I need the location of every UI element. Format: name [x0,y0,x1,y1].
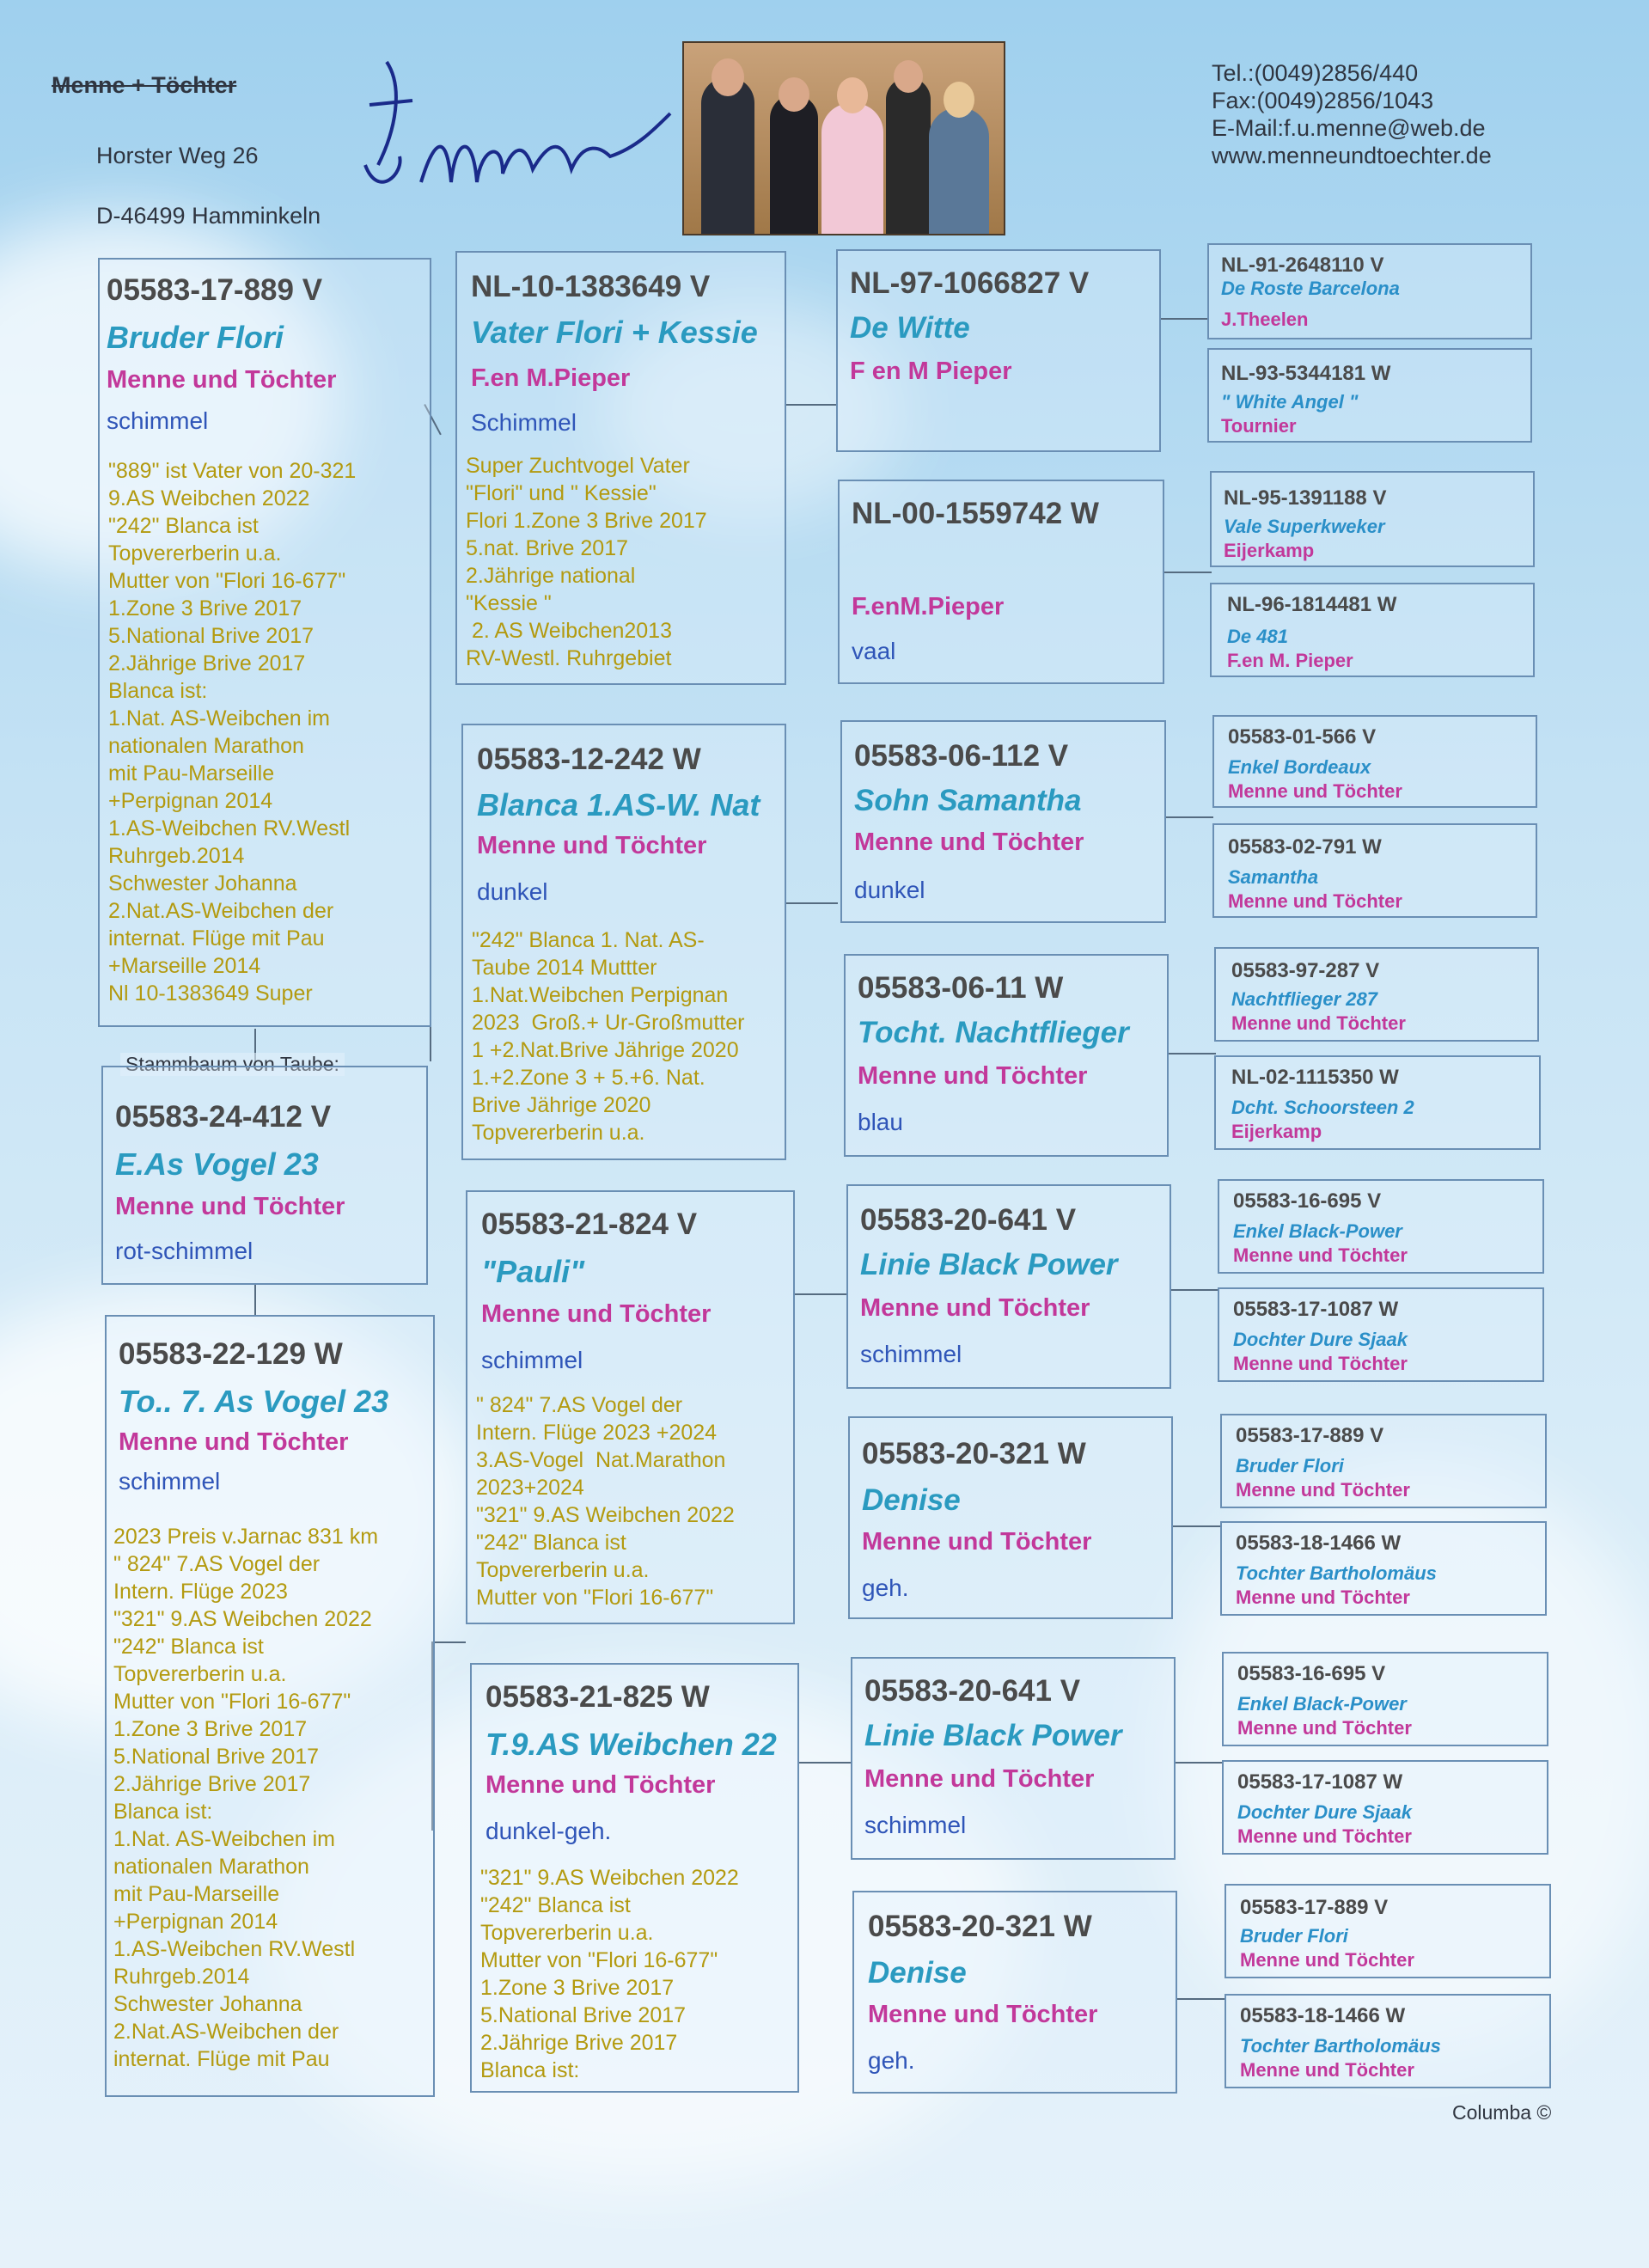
breeder-label: J.Theelen [1221,309,1309,330]
street-address: Horster Weg 26 [96,143,259,168]
breeder-label: Menne und Töchter [864,1765,1095,1793]
breeder-label: Menne und Töchter [477,832,707,859]
performance-notes: 2023 Preis v.Jarnac 831 km " 824" 7.AS Vogel der Intern. Flüge 2023 "321" 9.AS Weibchen 2022 "242" Blanca ist Topvererberin u.a. Mutter von "Flori 16-677" 1.Zone 3 Brive 2017 5.National Brive 2017 2.Jährige Brive 2017 Blanca ist: 1.Nat. AS-Weibchen im nationalen Marathon mit Pau-Marseille +Perpignan 2014 1.AS-Weibchen RV.Westl Ruhrgeb.2014 Schwester Johanna 2.Nat.AS-Weibchen der internat. Flüge mit Pau [113,1525,379,2071]
connector-line [799,1762,851,1764]
ancestor-card[interactable] [1207,243,1532,339]
feather-color: schimmel [119,1468,221,1495]
pigeon-name: Bruder Flori [107,320,284,355]
breeder-label: Menne und Töchter [1240,2059,1414,2081]
great-grandparent-card[interactable] [846,1184,1171,1389]
pigeon-name: Enkel Black-Power [1233,1220,1402,1242]
connector-line [431,1641,466,1643]
ring-number: NL-91-2648110 V [1221,254,1384,277]
pigeon-name: T.9.AS Weibchen 22 [486,1727,777,1762]
pigeon-name: Dochter Dure Sjaak [1237,1801,1412,1823]
breeder-label: Menne und Töchter [1237,1717,1412,1739]
breeder-label: Menne und Töchter [1228,780,1402,802]
ancestor-card[interactable] [1220,1414,1547,1508]
ancestor-card[interactable] [1222,1652,1548,1746]
pigeon-name: Tocht. Nachtflieger [858,1016,1129,1049]
breeder-label: Menne und Töchter [868,2001,1098,2028]
ring-number: 05583-02-791 W [1228,835,1382,859]
pigeon-name: Blanca 1.AS-W. Nat [477,787,760,822]
feather-color: dunkel [477,878,548,905]
pigeon-name: Tochter Bartholomäus [1240,2035,1441,2057]
ring-number: NL-96-1814481 W [1227,593,1397,616]
ancestor-card[interactable] [1225,1884,1551,1978]
ring-number: 05583-21-825 W [486,1680,710,1714]
pigeon-name: " White Angel " [1221,391,1359,413]
performance-notes: "242" Blanca 1. Nat. AS- Taube 2014 Muttter 1.Nat.Weibchen Perpignan 2023 Groß.+ Ur-Großmutter 1 +2.Nat.Brive Jährige 2020 1.+2.Zone 3 + 5.+6. Nat. Brive Jährige 2020 Topvererberin u.a. [472,928,745,1145]
ring-number: 05583-17-1087 W [1233,1298,1399,1321]
ring-number: 05583-16-695 V [1233,1189,1382,1213]
pigeon-name: Nachtflieger 287 [1231,988,1377,1010]
ring-number: 05583-18-1466 W [1240,2004,1406,2027]
pigeon-name: Dcht. Schoorsteen 2 [1231,1097,1414,1118]
ancestor-card[interactable] [1218,1179,1544,1274]
pigeon-name: E.As Vogel 23 [115,1146,319,1182]
ring-number: 05583-06-112 V [854,739,1069,773]
feather-color: rot-schimmel [115,1238,253,1264]
ancestor-card[interactable] [1222,1760,1548,1855]
feather-color: dunkel-geh. [486,1818,612,1844]
feather-color: dunkel [854,877,925,903]
ring-number: 05583-20-641 V [860,1203,1077,1237]
breeder-label: Menne und Töchter [862,1528,1092,1556]
ring-number: 05583-97-287 V [1231,959,1380,982]
pigeon-name: De Witte [850,311,970,345]
breeder-label: Menne und Töchter [1240,1949,1414,1971]
ancestor-card[interactable] [1212,823,1537,918]
breeder-label: Menne und Töchter [854,828,1084,856]
connector-line [786,902,838,904]
mother-card[interactable] [105,1315,435,2097]
connector-line [254,1285,256,1315]
ring-number: 05583-22-129 W [119,1337,343,1371]
breeder-label: Menne und Töchter [1237,1825,1412,1847]
great-grandparent-card[interactable] [838,480,1164,684]
grandparent-card[interactable] [455,251,786,685]
contact-email[interactable]: E-Mail:f.u.menne@web.de [1212,115,1486,141]
feather-color: blau [858,1109,903,1135]
breeder-label: Menne und Töchter [115,1193,345,1220]
pigeon-name: Tochter Bartholomäus [1236,1562,1437,1584]
ring-number: 05583-20-641 V [864,1674,1081,1708]
ancestor-card[interactable] [1220,1521,1547,1616]
connector-line [1177,1998,1225,2000]
pigeon-name: Denise [862,1483,961,1517]
breeder-label: Menne und Töchter [858,1062,1088,1090]
pigeon-name: Samantha [1228,866,1319,888]
ring-number: NL-93-5344181 W [1221,362,1391,385]
ring-number: 05583-01-566 V [1228,725,1377,749]
ring-number: 05583-20-321 W [862,1437,1086,1470]
ancestor-card[interactable] [1207,348,1532,443]
breeder-label: Menne und Töchter [1233,1244,1408,1266]
great-grandparent-card[interactable] [840,720,1166,923]
footer-copyright: Columba © [1452,2101,1552,2124]
feather-color: schimmel [864,1812,967,1838]
city-address: D-46499 Hamminkeln [96,203,321,229]
feather-color: vaal [852,638,896,664]
breeder-label: Menne und Töchter [1231,1012,1406,1034]
contact-fax: Fax:(0049)2856/1043 [1212,88,1434,113]
signature [352,53,679,208]
great-grandparent-card[interactable] [848,1416,1173,1619]
ring-number: NL-95-1391188 V [1224,486,1387,510]
great-grandparent-card[interactable] [851,1657,1176,1860]
pigeon-name: To.. 7. As Vogel 23 [119,1384,389,1419]
connector-line [1160,318,1207,320]
main-pigeon-card[interactable] [101,1066,428,1285]
ancestor-card[interactable] [1210,471,1535,567]
performance-notes: " 824" 7.AS Vogel der Intern. Flüge 2023 +2024 3.AS-Vogel Nat.Marathon 2023+2024 "321" 9.AS Weibchen 2022 "242" Blanca ist Topvererberin u.a. Mutter von "Flori 16-677" [476,1393,735,1610]
pigeon-name: Linie Black Power [860,1248,1118,1281]
connector-line [1166,816,1213,818]
breeder-label: F.en M. Pieper [1227,650,1353,671]
ring-number: 05583-06-11 W [858,971,1064,1005]
ring-number: 05583-17-889 V [107,273,323,307]
breeder-label: Menne und Töchter [1228,890,1402,912]
ancestor-card[interactable] [1214,947,1539,1042]
connector-line [1169,1053,1216,1055]
feather-color: geh. [868,2047,915,2074]
breeder-label: F.en M.Pieper [471,364,631,392]
breeder-label: Tournier [1221,415,1297,437]
pigeon-name: Bruder Flori [1240,1925,1348,1947]
ancestor-card[interactable] [1218,1287,1544,1382]
ring-number: NL-10-1383649 V [471,270,711,303]
connector-line [1170,1289,1218,1291]
ring-number: 05583-17-889 V [1240,1896,1389,1919]
pigeon-name: Enkel Bordeaux [1228,756,1371,778]
pigeon-name: Vale Superkweker [1224,516,1385,537]
grandparent-card[interactable] [470,1663,799,2093]
pigeon-name: Dochter Dure Sjaak [1233,1329,1408,1350]
feather-color: schimmel [860,1341,962,1367]
pigeon-name: Linie Black Power [864,1719,1122,1752]
ancestor-card[interactable] [1212,715,1537,808]
pigeon-name: Sohn Samantha [854,784,1082,817]
breeder-label: Menne und Töchter [1236,1479,1410,1501]
connector-line [1175,1762,1222,1764]
pigeon-name: De Roste Barcelona [1221,278,1400,299]
great-grandparent-card[interactable] [836,249,1161,452]
breeder-name: Menne + Töchter [52,72,237,98]
pigeon-name: "Pauli" [481,1254,585,1289]
stammbaum-label: Stammbaum von Taube: [120,1053,345,1076]
breeder-label: Menne und Töchter [107,366,337,394]
breeder-label: Menne und Töchter [860,1294,1090,1322]
connector-line [795,1293,846,1295]
ring-number: 05583-21-824 V [481,1207,698,1241]
ring-number: 05583-17-889 V [1236,1424,1384,1447]
ring-number: 05583-24-412 V [115,1100,332,1134]
connector-line [1173,1525,1220,1527]
father-card[interactable] [98,258,431,1027]
pigeon-name: Vater Flori + Kessie [471,315,758,350]
pigeon-name: Denise [868,1956,967,1990]
breeder-label: Menne und Töchter [1233,1353,1408,1374]
feather-color: Schimmel [471,409,577,436]
ring-number: 05583-12-242 W [477,743,701,776]
ring-number: 05583-20-321 W [868,1910,1092,1943]
feather-color: schimmel [481,1347,583,1373]
pigeon-name: Bruder Flori [1236,1455,1344,1476]
breeder-label: Eijerkamp [1224,540,1315,561]
ring-number: NL-00-1559742 W [852,497,1099,530]
breeder-label: Eijerkamp [1231,1121,1322,1142]
ring-number: NL-02-1115350 W [1231,1066,1399,1089]
contact-website[interactable]: www.menneundtoechter.de [1212,143,1492,168]
great-grandparent-card[interactable] [852,1891,1177,2094]
ancestor-card[interactable] [1214,1055,1541,1150]
breeder-label: Menne und Töchter [486,1771,716,1799]
breeder-label: Menne und Töchter [1236,1586,1410,1608]
grandparent-card[interactable] [466,1190,795,1624]
breeder-label: F en M Pieper [850,358,1012,385]
ring-number: 05583-17-1087 W [1237,1770,1403,1794]
breeder-label: Menne und Töchter [481,1300,712,1328]
ring-number: 05583-16-695 V [1237,1662,1386,1685]
great-grandparent-card[interactable] [844,954,1169,1157]
breeder-label: F.enM.Pieper [852,593,1005,620]
ring-number: NL-97-1066827 V [850,266,1090,300]
connector-line [786,404,838,406]
feather-color: schimmel [107,407,209,434]
ancestor-card[interactable] [1210,583,1535,677]
performance-notes: "889" ist Vater von 20-321 9.AS Weibchen 2022 "242" Blanca ist Topvererberin u.a. Mutter von "Flori 16-677" 1.Zone 3 Brive 2017 5.National Brive 2017 2.Jährige Brive 2017 Blanca ist: 1.Nat. AS-Weibchen im nationalen Marathon mit Pau-Marseille +Perpignan 2014 1.AS-Weibchen RV.Westl Ruhrgeb.2014 Schwester Johanna 2.Nat.AS-Weibchen der internat. Flüge mit Pau +Marseille 2014 Nl 10-1383649 Super [108,459,357,1006]
connector-line [1164,572,1212,573]
performance-notes: "321" 9.AS Weibchen 2022 "242" Blanca ist Topvererberin u.a. Mutter von "Flori 16-677" 1.Zone 3 Brive 2017 5.National Brive 2017 2.Jährige Brive 2017 Blanca ist: [480,1866,739,2082]
breeder-label: Menne und Töchter [119,1428,349,1456]
ring-number: 05583-18-1466 W [1236,1531,1402,1555]
pigeon-name: De 481 [1227,626,1288,647]
feather-color: geh. [862,1574,909,1601]
ancestor-card[interactable] [1225,1994,1551,2088]
family-photo [682,41,1005,235]
grandparent-card[interactable] [461,724,786,1160]
performance-notes: Super Zuchtvogel Vater "Flori" und " Kessie" Flori 1.Zone 3 Brive 2017 5.nat. Brive 2017 2.Jährige national "Kessie " 2. AS Weibchen2013 RV-Westl. Ruhrgebiet [466,454,707,670]
contact-phone: Tel.:(0049)2856/440 [1212,60,1419,86]
pigeon-name: Enkel Black-Power [1237,1693,1407,1715]
